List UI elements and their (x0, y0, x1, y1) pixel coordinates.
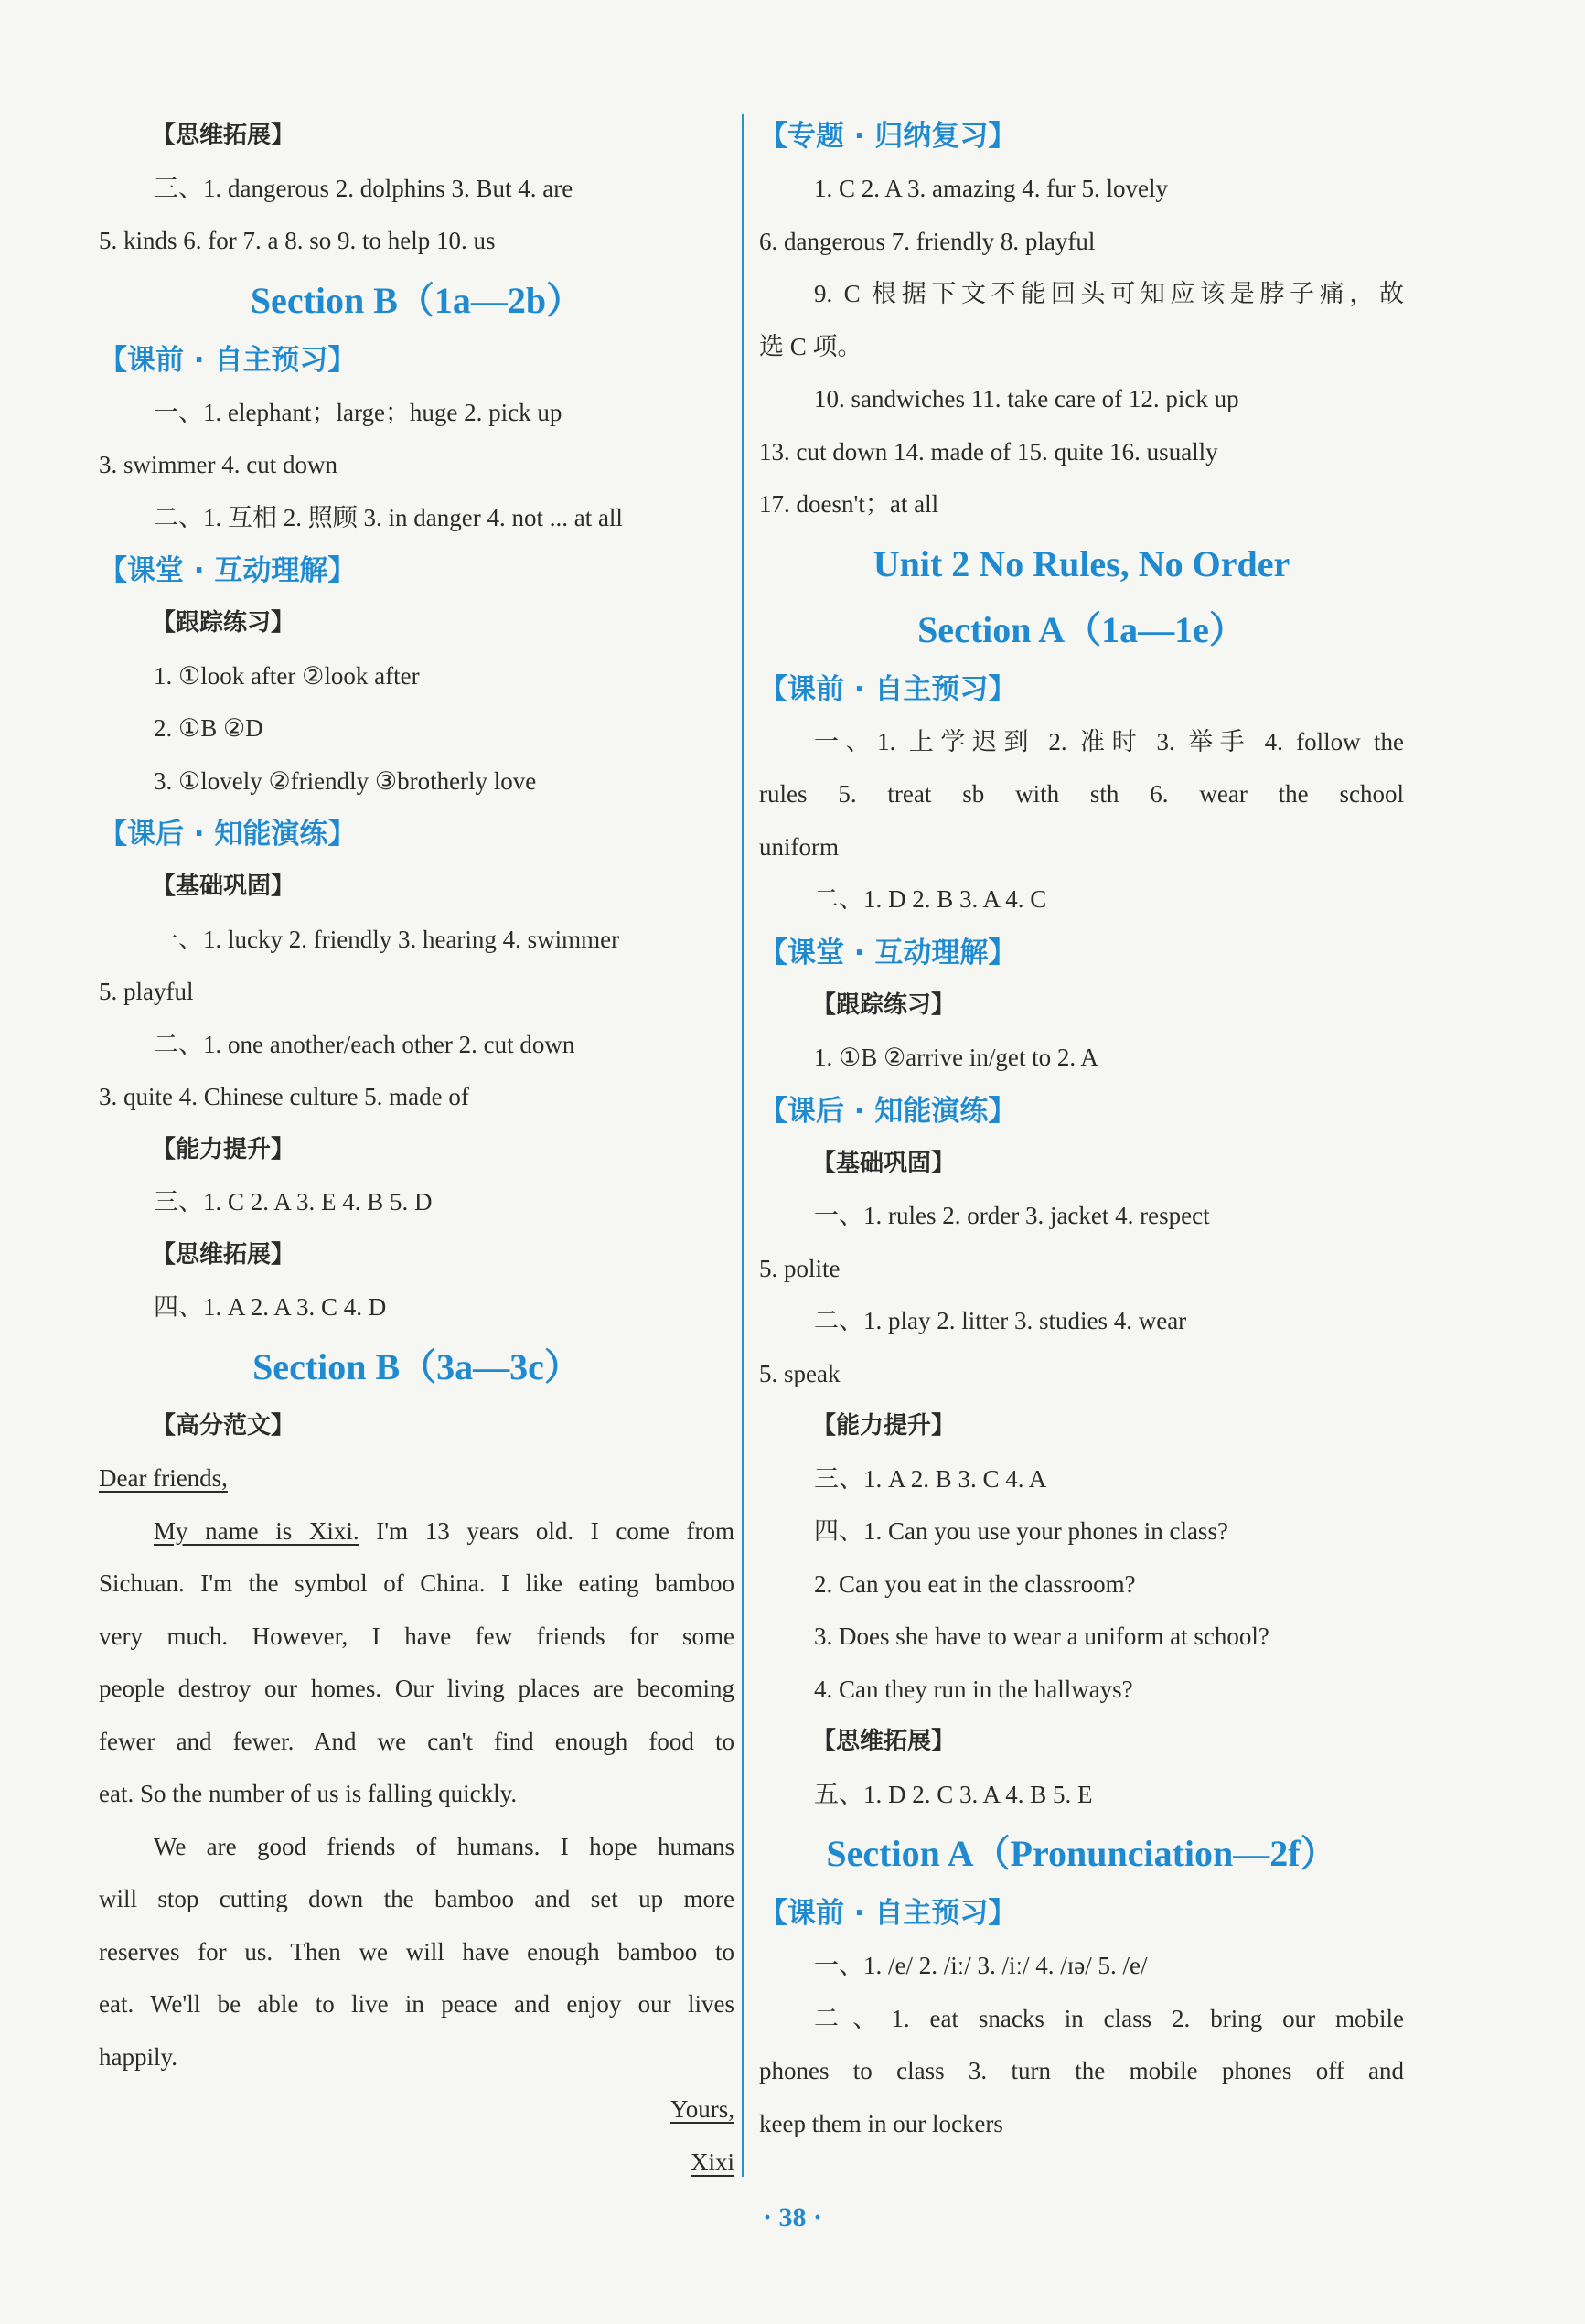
text-line: 17. doesn't；at all (759, 490, 939, 518)
answer-line: 9. C 根据下文不能回头可知应该是脖子痛，故 (814, 280, 1404, 307)
text-line: 5. polite (759, 1254, 841, 1282)
answer-line: 三、1. A 2. B 3. C 4. A (814, 1464, 1047, 1493)
section-banner: 【专题 · 归纳复习】 (759, 120, 1017, 153)
text-line: Sichuan. I'm the symbol of China. I like eating bamboo (99, 1569, 734, 1597)
underlined-text: My name is Xixi. (154, 1516, 359, 1545)
subsection-heading: 【高分范文】 (152, 1411, 295, 1440)
section-title: Section B（3a—3c） (252, 1345, 581, 1387)
subsection-heading: 【跟踪练习】 (812, 991, 956, 1019)
answer-line: 四、1. A 2. A 3. C 4. D (154, 1293, 387, 1321)
section-title: Section A（Pronunciation—2f） (826, 1833, 1337, 1874)
underlined-text: Dear friends, (99, 1464, 228, 1492)
answer-line: 四、1. Can you use your phones in class? (814, 1517, 1228, 1545)
text-line: happily. (99, 2042, 177, 2071)
underlined-text: Yours, (669, 2095, 734, 2123)
section-banner: 【课前 · 自主预习】 (99, 343, 357, 377)
answer-line: 二、1. eat snacks in class 2. bring our mobile (814, 2004, 1404, 2032)
section-banner: 【课堂 · 互动理解】 (759, 936, 1017, 969)
answer-line: 2. ①B ②D (154, 714, 263, 742)
subsection-heading: 【思维拓展】 (152, 122, 295, 149)
section-banner: 【课前 · 自主预习】 (759, 672, 1017, 706)
subsection-heading: 【思维拓展】 (812, 1728, 956, 1755)
column-divider (742, 114, 744, 2177)
left-column (99, 110, 734, 2189)
text-line: people destroy our homes. Our living places are becoming (99, 1675, 734, 1702)
section-title: Section B（1a—2b） (250, 279, 584, 321)
right-column (759, 110, 1404, 2150)
answer-line: 三、1. dangerous 2. dolphins 3. But 4. are (154, 174, 573, 202)
answer-line: 1. ①B ②arrive in/get to 2. A (814, 1044, 1098, 1071)
section-title: Section A（1a—1e） (917, 608, 1246, 650)
text-line: uniform (759, 832, 839, 861)
answer-line: 1. ①look after ②look after (154, 661, 420, 690)
subsection-heading: 【能力提升】 (812, 1412, 956, 1440)
underlined-text: Xixi (690, 2147, 734, 2176)
section-banner: 【课后 · 知能演练】 (99, 818, 357, 851)
answer-line: 一、1. lucky 2. friendly 3. hearing 4. swimmer (154, 925, 620, 953)
answer-line: 4. Can they run in the hallways? (814, 1675, 1133, 1703)
answer-line: 2. Can you eat in the classroom? (814, 1569, 1136, 1598)
text-line: very much. However, I have few friends for some (99, 1622, 734, 1650)
essay-signoff (99, 2083, 734, 2137)
text-line: phones to class 3. turn the mobile phones off and (759, 2057, 1404, 2084)
essay-line: My name is Xixi. I'm 13 years old. I come from (154, 1516, 734, 1545)
text-line: eat. So the number of us is falling quickly. (99, 1780, 518, 1807)
subsection-heading: 【基础巩固】 (152, 873, 295, 900)
page-number: · 38 · (762, 2202, 822, 2233)
answer-line: 一、1. elephant；large；huge 2. pick up (154, 398, 562, 426)
text-line: keep them in our lockers (759, 2109, 1003, 2137)
section-banner: 【课前 · 自主预习】 (759, 1897, 1017, 1930)
answer-line: 3. Does she have to wear a uniform at school? (814, 1623, 1269, 1650)
text-line: 6. dangerous 7. friendly 8. playful (759, 227, 1096, 255)
answer-line: 一、1. /e/ 2. /iː/ 3. /iː/ 4. /ɪə/ 5. /e/ (814, 1952, 1148, 1979)
text-line: 3. quite 4. Chinese culture 5. made of (99, 1083, 469, 1110)
text-line: 5. playful (99, 978, 194, 1005)
section-title: Unit 2 No Rules, No Order (873, 542, 1290, 584)
answer-line: 五、1. D 2. C 3. A 4. B 5. E (814, 1780, 1093, 1808)
subsection-heading: 【基础巩固】 (812, 1149, 956, 1177)
answer-line: 二、1. 互相 2. 照顾 3. in danger 4. not ... at all (154, 503, 623, 531)
subsection-heading: 【能力提升】 (152, 1135, 295, 1163)
answer-line: 二、1. one another/each other 2. cut down (154, 1030, 575, 1058)
answer-line: 二、1. D 2. B 3. A 4. C (814, 885, 1047, 913)
text-line: 选 C 项。 (759, 332, 862, 360)
answer-line: 二、1. play 2. litter 3. studies 4. wear (814, 1307, 1187, 1334)
text-line: fewer and fewer. And we can't find enough food to (99, 1727, 734, 1755)
section-banner: 【课后 · 知能演练】 (759, 1094, 1017, 1128)
text-line: 13. cut down 14. made of 15. quite 16. usually (759, 437, 1218, 466)
answer-line: 三、1. C 2. A 3. E 4. B 5. D (154, 1188, 433, 1216)
essay-greeting (99, 1452, 734, 1505)
subsection-heading: 【思维拓展】 (152, 1240, 295, 1269)
answer-line: 1. C 2. A 3. amazing 4. fur 5. lovely (814, 175, 1168, 202)
text-line: reserves for us. Then we will have enough bamboo to (99, 1937, 734, 1965)
text-line: 3. swimmer 4. cut down (99, 451, 337, 478)
text-line: rules 5. treat sb with sth 6. wear the school (759, 780, 1404, 808)
text-line: 5. speak (759, 1359, 841, 1387)
section-banner: 【课堂 · 互动理解】 (99, 554, 357, 587)
text-line: 5. kinds 6. for 7. a 8. so 9. to help 10. us (99, 227, 496, 254)
text-line: will stop cutting down the bamboo and set up more (99, 1885, 734, 1912)
answer-line: 一、1. 上学迟到 2. 准时 3. 举手 4. follow the (814, 727, 1404, 755)
answer-line: 一、1. rules 2. order 3. jacket 4. respect (814, 1202, 1210, 1229)
subsection-heading: 【跟踪练习】 (152, 609, 295, 637)
essay-line: We are good friends of humans. I hope humans (154, 1832, 734, 1860)
answer-line: 3. ①lovely ②friendly ③brotherly love (154, 766, 537, 795)
answer-line: 10. sandwiches 11. take care of 12. pick up (814, 385, 1239, 412)
essay-signoff (99, 2137, 734, 2190)
text-line: eat. We'll be able to live in peace and enjoy our lives (99, 1990, 734, 2018)
